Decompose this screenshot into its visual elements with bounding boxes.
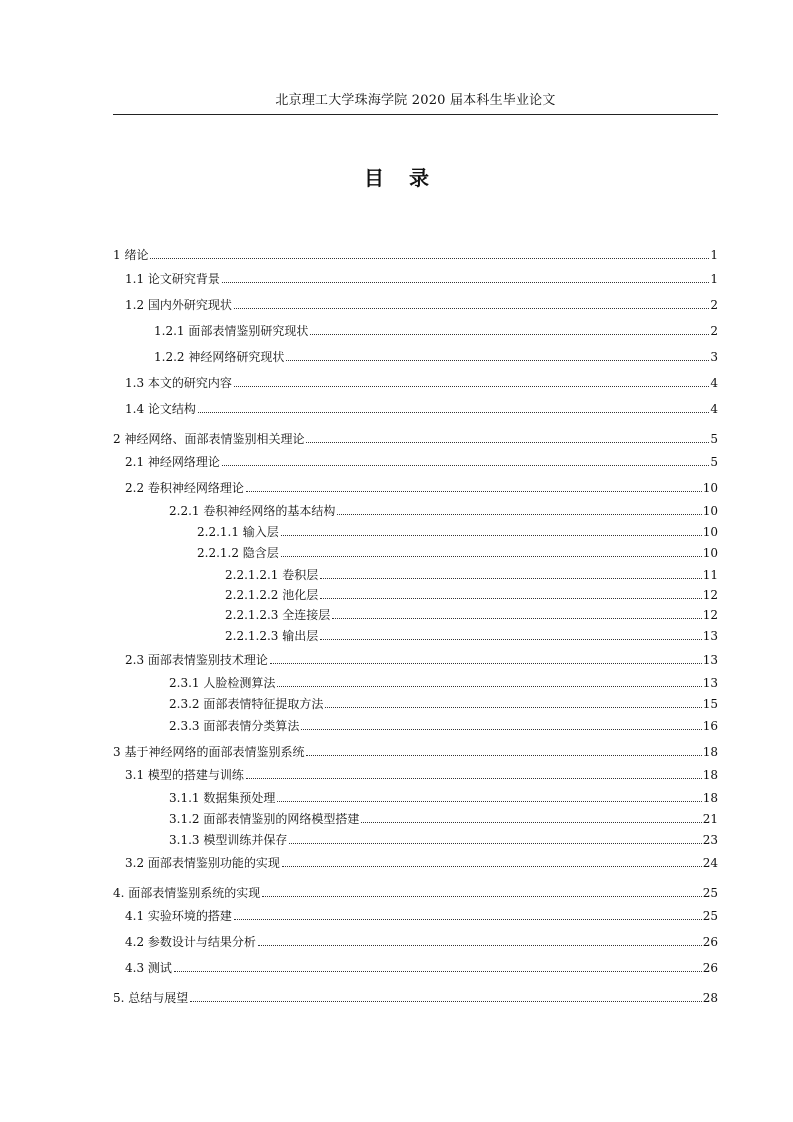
toc-entry-page: 18 [702,745,718,759]
toc-entry-page: 24 [702,856,718,870]
toc-entry-label: 1.1 论文研究背景 [125,272,220,286]
toc-entry[interactable] [125,374,718,392]
toc-entry-page: 26 [702,961,718,975]
toc-leader-dots [306,442,709,443]
toc-entry-label: 4.2 参数设计与结果分析 [125,935,256,949]
toc-entry-page: 1 [710,248,718,262]
toc-entry[interactable] [113,989,718,1007]
toc-entry-page: 26 [702,935,718,949]
toc-entry-page: 3 [710,350,718,364]
toc-entry-label: 4.1 实验环境的搭建 [125,909,232,923]
toc-entry-page: 18 [702,768,718,782]
toc-entry-label: 1.3 本文的研究内容 [125,376,232,390]
toc-entry-page: 10 [702,546,718,560]
toc-leader-dots [320,598,701,599]
toc-entry[interactable] [125,907,718,925]
toc-entry-label: 2.2.1.2 隐含层 [197,546,279,560]
toc-entry-page: 10 [702,525,718,539]
toc-leader-dots [222,465,709,466]
toc-entry-label: 1.2.1 面部表情鉴别研究现状 [154,324,309,338]
toc-entry-page: 21 [702,812,718,826]
toc-leader-dots [286,360,709,361]
toc-entry[interactable] [169,789,718,807]
toc-entry[interactable] [113,884,718,902]
toc-entry[interactable] [225,606,718,624]
toc-entry[interactable] [125,854,718,872]
toc-entry-label: 2.3.3 面部表情分类算法 [169,719,300,733]
toc-entry-page: 13 [702,629,718,643]
toc-entry[interactable] [125,453,718,471]
toc-entry[interactable] [169,810,718,828]
toc-entry[interactable] [197,523,718,541]
toc-entry-label: 3.2 面部表情鉴别功能的实现 [125,856,280,870]
toc-entry-label: 3.1.1 数据集预处理 [169,791,276,805]
toc-entry-label: 1.2 国内外研究现状 [125,298,232,312]
toc-entry-page: 12 [702,588,718,602]
toc-entry[interactable] [169,717,718,735]
toc-entry-page: 2 [710,324,718,338]
toc-entry-label: 3.1.2 面部表情鉴别的网络模型搭建 [169,812,360,826]
toc-entry-page: 13 [702,653,718,667]
running-header: 北京理工大学珠海学院 2020 届本科生毕业论文 [275,93,556,108]
toc-entry-page: 13 [702,676,718,690]
toc-entry[interactable] [113,743,718,761]
toc-entry-page: 10 [702,504,718,518]
toc-entry[interactable] [113,246,718,264]
toc-leader-dots [289,843,701,844]
toc-entry[interactable] [225,566,718,584]
toc-entry[interactable] [169,831,718,849]
toc-entry[interactable] [169,695,718,713]
toc-leader-dots [332,618,701,619]
toc-entry-label: 2.2.1.1 输入层 [197,525,279,539]
toc-leader-dots [234,919,702,920]
toc-leader-dots [337,514,701,515]
toc-leader-dots [234,308,709,309]
toc-entry-page: 25 [702,909,718,923]
toc-leader-dots [150,258,709,259]
toc-entry-label: 1.4 论文结构 [125,402,196,416]
toc-entry-page: 4 [710,376,718,390]
toc-entry-page: 1 [710,272,718,286]
toc-leader-dots [320,578,701,579]
toc-entry-page: 28 [702,991,718,1005]
toc-entry[interactable] [125,766,718,784]
toc-leader-dots [258,945,702,946]
toc-leader-dots [281,556,702,557]
toc-entry-label: 4.3 测试 [125,961,172,975]
toc-leader-dots [270,663,702,664]
toc-entry-label: 3.1.3 模型训练并保存 [169,833,288,847]
toc-entry-page: 18 [702,791,718,805]
toc-leader-dots [190,1001,701,1002]
toc-leader-dots [234,386,709,387]
toc-entry[interactable] [225,586,718,604]
toc-entry-label: 2.2.1 卷积神经网络的基本结构 [169,504,336,518]
toc-entry-label: 5. 总结与展望 [113,991,189,1005]
toc-entry[interactable] [125,479,718,497]
toc-entry[interactable] [113,430,718,448]
toc-leader-dots [320,639,701,640]
toc-leader-dots [301,729,701,730]
toc-entry[interactable] [125,296,718,314]
toc-entry-label: 2.3.1 人脸检测算法 [169,676,276,690]
page-title: 目 录 [364,166,429,190]
toc-entry-label: 4. 面部表情鉴别系统的实现 [113,886,261,900]
toc-entry-label: 2.3 面部表情鉴别技术理论 [125,653,268,667]
toc-entry-page: 15 [702,697,718,711]
toc-entry-page: 23 [702,833,718,847]
toc-entry-page: 10 [702,481,718,495]
toc-entry-page: 2 [710,298,718,312]
toc-entry-label: 2.1 神经网络理论 [125,455,220,469]
toc-entry-label: 2.2.1.2.2 池化层 [225,588,319,602]
toc-entry-page: 5 [710,455,718,469]
toc-entry[interactable] [125,959,718,977]
toc-entry-page: 11 [702,568,718,582]
toc-entry[interactable] [154,322,718,340]
toc-leader-dots [281,535,702,536]
toc-leader-dots [361,822,701,823]
toc-entry[interactable] [197,544,718,562]
toc-leader-dots [198,412,709,413]
toc-entry-label: 1.2.2 神经网络研究现状 [154,350,285,364]
toc-entry-page: 4 [710,402,718,416]
toc-entry[interactable] [154,348,718,366]
toc-entry-label: 2.2.1.2.3 输出层 [225,629,319,643]
toc-leader-dots [262,896,701,897]
toc-entry[interactable] [125,400,718,418]
toc-entry-label: 2.2.1.2.3 全连接层 [225,608,331,622]
toc-entry[interactable] [169,674,718,692]
toc-leader-dots [246,778,702,779]
toc-leader-dots [277,686,701,687]
toc-leader-dots [282,866,702,867]
toc-entry[interactable] [125,933,718,951]
toc-entry-label: 3 基于神经网络的面部表情鉴别系统 [113,745,305,759]
toc-entry[interactable] [169,502,718,520]
toc-entry-page: 12 [702,608,718,622]
toc-entry-label: 2 神经网络、面部表情鉴别相关理论 [113,432,305,446]
toc-entry-page: 25 [702,886,718,900]
toc-leader-dots [325,707,701,708]
toc-leader-dots [246,491,702,492]
toc-entry-page: 16 [702,719,718,733]
toc-entry-label: 2.3.2 面部表情特征提取方法 [169,697,324,711]
toc-leader-dots [277,801,701,802]
toc-leader-dots [310,334,709,335]
toc-leader-dots [222,282,709,283]
toc-entry-label: 2.2.1.2.1 卷积层 [225,568,319,582]
toc-entry-label: 1 绪论 [113,248,149,262]
toc-entry[interactable] [225,627,718,645]
toc-entry-label: 3.1 模型的搭建与训练 [125,768,244,782]
toc-leader-dots [306,755,701,756]
toc-leader-dots [174,971,702,972]
toc-entry-page: 5 [710,432,718,446]
toc-entry[interactable] [125,651,718,669]
toc-entry-label: 2.2 卷积神经网络理论 [125,481,244,495]
toc-entry[interactable] [125,270,718,288]
